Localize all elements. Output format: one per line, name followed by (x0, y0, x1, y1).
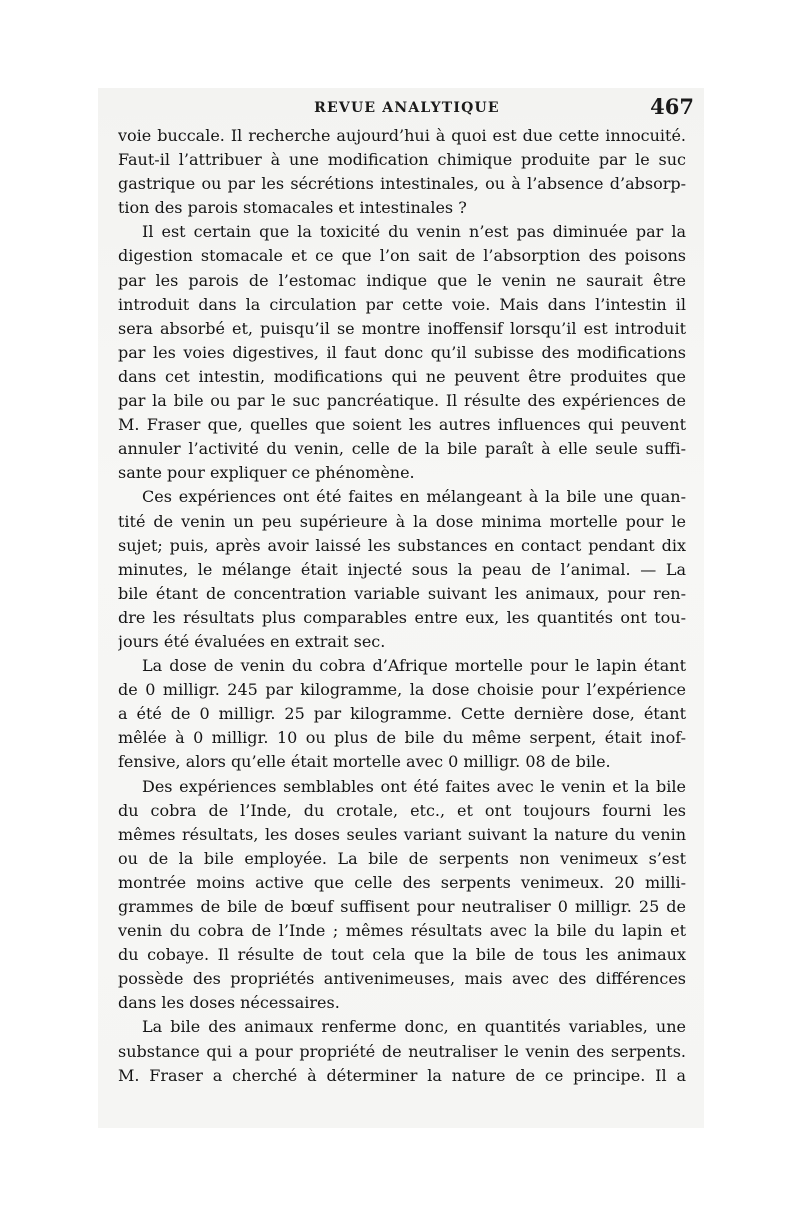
text-line: sante pour expliquer ce phénomène. (118, 463, 415, 483)
text-line: dre les résultats plus comparables entre eux, les quantités ont tou- (118, 607, 686, 627)
text-line: bile étant de concentration variable suivant les animaux, pour ren- (118, 583, 686, 603)
text-line: de 0 milligr. 245 par kilogramme, la dose choisie pour l’expérience (118, 680, 686, 700)
running-head-title: REVUE ANALYTIQUE (314, 100, 500, 116)
text-line: mêmes résultats, les doses seules variant suivant la nature du venin (118, 824, 686, 844)
text-line: La bile des animaux renferme donc, en quantités variables, une (142, 1017, 686, 1037)
text-line: gastrique ou par les sécrétions intestinales, ou à l’absence d’absorp- (118, 174, 686, 194)
text-line: annuler l’activité du venin, celle de la bile paraît à elle seule suffi- (118, 439, 686, 459)
text-line: Faut-il l’attribuer à une modification chimique produite par le suc (118, 150, 686, 170)
text-line: M. Fraser a cherché à déterminer la nature de ce principe. Il a (118, 1065, 686, 1085)
text-line: jours été évaluées en extrait sec. (118, 631, 386, 651)
text-line: du cobaye. Il résulte de tout cela que la bile de tous les animaux (118, 945, 686, 965)
text-line: dans les doses nécessaires. (118, 993, 340, 1013)
text-line: fensive, alors qu’elle était mortelle avec 0 milligr. 08 de bile. (118, 752, 611, 772)
text-line: par les parois de l’estomac indique que le venin ne saurait être (118, 270, 686, 290)
text-line: digestion stomacale et ce que l’on sait de l’absorption des poisons (118, 246, 686, 266)
text-line: tité de venin un peu supérieure à la dose minima mortelle pour le (118, 511, 686, 531)
text-line: venin du cobra de l’Inde ; mêmes résultats avec la bile du lapin et (118, 921, 686, 941)
text-line: voie buccale. Il recherche aujourd’hui à quoi est due cette innocuité. (118, 126, 686, 145)
text-line: tion des parois stomacales et intestinales ? (118, 198, 467, 218)
text-line: par la bile ou par le suc pancréatique. Il résulte des expériences de (118, 391, 686, 411)
text-line: Des expériences semblables ont été faites avec le venin et la bile (142, 776, 686, 796)
text-line: ou de la bile employée. La bile de serpents non venimeux s’est (118, 848, 686, 868)
text-line: du cobra de l’Inde, du crotale, etc., et ont toujours fourni les (118, 800, 686, 820)
text-line: Ces expériences ont été faites en mélangeant à la bile une quan- (142, 487, 686, 507)
text-line: par les voies digestives, il faut donc qu’il subisse des modifications (118, 342, 686, 362)
text-line: montrée moins active que celle des serpents venimeux. 20 milli- (118, 872, 686, 892)
text-line: minutes, le mélange était injecté sous la peau de l’animal. — La (118, 559, 686, 579)
page-number: 467 (650, 94, 694, 119)
text-line: mêlée à 0 milligr. 10 ou plus de bile du même serpent, était inof- (118, 728, 686, 748)
text-line: introduit dans la circulation par cette voie. Mais dans l’intestin il (118, 294, 686, 314)
running-head (118, 94, 696, 124)
body-text (118, 124, 686, 1088)
text-line: grammes de bile de bœuf suffisent pour neutraliser 0 milligr. 25 de (118, 897, 686, 916)
text-line: sera absorbé et, puisqu’il se montre inoffensif lorsqu’il est introduit (118, 318, 686, 338)
text-line: Il est certain que la toxicité du venin n’est pas diminuée par la (142, 222, 686, 242)
text-line: dans cet intestin, modifications qui ne peuvent être produites que (118, 366, 686, 386)
text-line: sujet; puis, après avoir laissé les substances en contact pendant dix (118, 535, 686, 555)
text-line: La dose de venin du cobra d’Afrique mortelle pour le lapin étant (142, 656, 686, 676)
text-line: M. Fraser que, quelles que soient les autres influences qui peuvent (118, 415, 686, 435)
text-line: substance qui a pour propriété de neutraliser le venin des serpents. (118, 1041, 686, 1061)
text-line: a été de 0 milligr. 25 par kilogramme. Cette dernière dose, étant (118, 704, 686, 724)
text-line: possède des propriétés antivenimeuses, mais avec des différences (118, 969, 686, 989)
